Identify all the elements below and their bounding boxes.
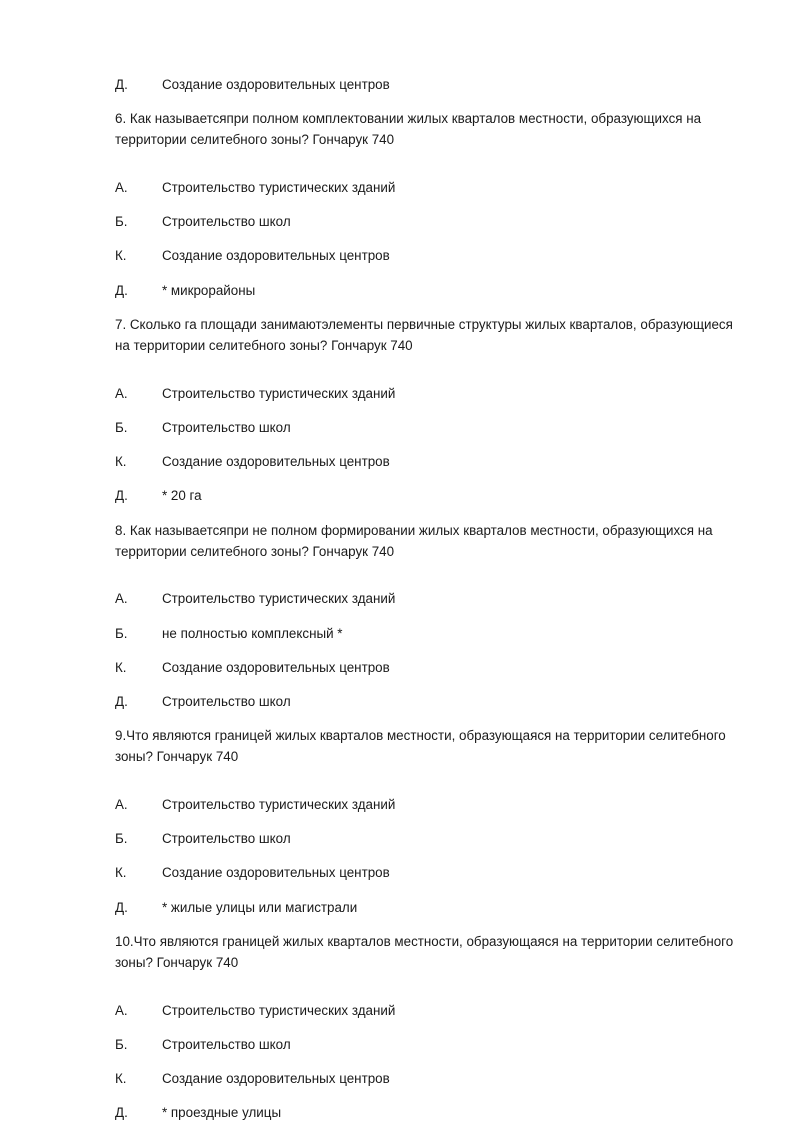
- option-letter: Б.: [115, 420, 128, 435]
- option-letter: К.: [115, 248, 127, 263]
- question-line: 10.Что являются границей жилых кварталов местности, образующаяся на территории селитебного: [115, 934, 734, 949]
- option-text: Строительство школ: [162, 1037, 291, 1052]
- option-letter: А.: [115, 1003, 128, 1018]
- option-letter: Б.: [115, 1037, 128, 1052]
- option-text: Строительство туристических зданий: [162, 591, 396, 606]
- question-line: 7. Сколько га площади занимаютэлементы первичные структуры жилых кварталов, образующиеся: [115, 317, 733, 332]
- option-letter: А.: [115, 591, 128, 606]
- option-text: Создание оздоровительных центров: [162, 1071, 390, 1086]
- option-letter: К.: [115, 660, 127, 675]
- option-text: Создание оздоровительных центров: [162, 454, 390, 469]
- question-line: территории селитебного зоны? Гончарук 740: [115, 132, 395, 147]
- question-line: зоны? Гончарук 740: [115, 749, 239, 764]
- option-letter: Д.: [115, 1105, 128, 1120]
- option-letter: А.: [115, 180, 128, 195]
- option-text: Строительство туристических зданий: [162, 386, 396, 401]
- option-text: Строительство школ: [162, 214, 291, 229]
- question-line: территории селитебного зоны? Гончарук 740: [115, 544, 395, 559]
- option-text: * проездные улицы: [162, 1105, 282, 1120]
- question-line: зоны? Гончарук 740: [115, 955, 239, 970]
- option-letter: А.: [115, 797, 128, 812]
- option-text: Строительство школ: [162, 694, 291, 709]
- option-letter: Д.: [115, 488, 128, 503]
- option-text: * 20 га: [162, 488, 202, 503]
- option-letter: Д.: [115, 283, 128, 298]
- question: [115, 314, 755, 356]
- question-line: 9.Что являются границей жилых кварталов местности, образующаяся на территории селитебного: [115, 728, 726, 743]
- option-letter: Д.: [115, 900, 128, 915]
- option-letter: К.: [115, 1071, 127, 1086]
- option-letter: К.: [115, 865, 127, 880]
- option-text: Строительство школ: [162, 420, 291, 435]
- option-text: * жилые улицы или магистрали: [162, 900, 358, 915]
- question: [115, 520, 755, 562]
- option-text: не полностью комплексный *: [162, 626, 343, 641]
- option-text: Создание оздоровительных центров: [162, 248, 390, 263]
- question: [115, 931, 755, 973]
- option-letter: Б.: [115, 214, 128, 229]
- question: [115, 725, 755, 767]
- option-text: Создание оздоровительных центров: [162, 865, 390, 880]
- option-letter: Б.: [115, 831, 128, 846]
- question-line: на территории селитебного зоны? Гончарук 740: [115, 338, 413, 353]
- option-text: Создание оздоровительных центров: [162, 660, 390, 675]
- option-text: Строительство туристических зданий: [162, 1003, 396, 1018]
- option-text: Строительство школ: [162, 831, 291, 846]
- question: [115, 108, 755, 150]
- option-text: Строительство туристических зданий: [162, 180, 396, 195]
- option-text: Строительство туристических зданий: [162, 797, 396, 812]
- option-letter: Д.: [115, 77, 128, 92]
- question-line: 6. Как называетсяпри полном комплектовании жилых кварталов местности, образующихся на: [115, 111, 702, 126]
- option-text: Создание оздоровительных центров: [162, 77, 390, 92]
- question-line: 8. Как называетсяпри не полном формировании жилых кварталов местности, образующихся на: [115, 523, 713, 538]
- option-letter: Б.: [115, 626, 128, 641]
- option-letter: А.: [115, 386, 128, 401]
- option-letter: Д.: [115, 694, 128, 709]
- option-letter: К.: [115, 454, 127, 469]
- option-text: * микрорайоны: [162, 283, 256, 298]
